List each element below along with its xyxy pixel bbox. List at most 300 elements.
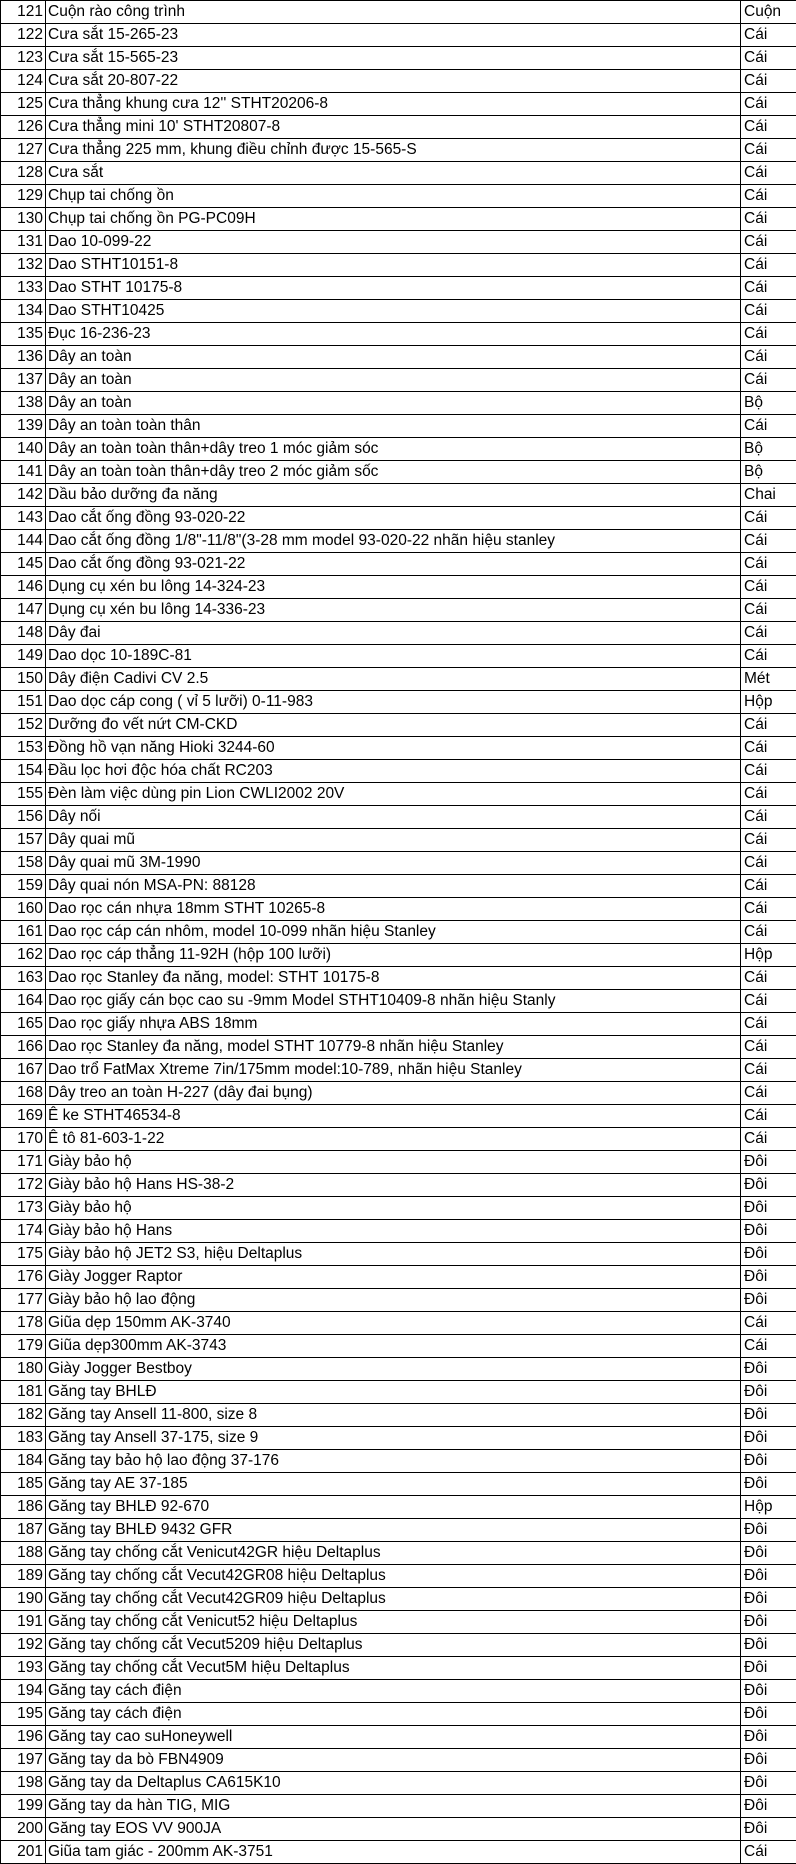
row-number-cell: 182: [1, 1404, 46, 1427]
row-number-cell: 154: [1, 760, 46, 783]
table-row: [1, 1174, 796, 1197]
unit-cell: Cái: [741, 24, 796, 47]
table-row: [1, 1726, 796, 1749]
item-name-cell: Găng tay BHLĐ: [46, 1381, 741, 1404]
item-name-cell: Dao 10-099-22: [46, 231, 741, 254]
item-name-cell: Giũa dẹp300mm AK-3743: [46, 1335, 741, 1358]
row-number-cell: 162: [1, 944, 46, 967]
unit-cell: Cái: [741, 783, 796, 806]
table-row: [1, 1197, 796, 1220]
item-name-cell: Giày Jogger Bestboy: [46, 1358, 741, 1381]
table-row: [1, 599, 796, 622]
item-name-cell: Dao rọc cán nhựa 18mm STHT 10265-8: [46, 898, 741, 921]
table-row: [1, 1151, 796, 1174]
unit-cell: Đôi: [741, 1266, 796, 1289]
table-row: [1, 392, 796, 415]
unit-cell: Đôi: [741, 1151, 796, 1174]
unit-cell: Cái: [741, 323, 796, 346]
item-name-cell: Dao rọc cáp cán nhôm, model 10-099 nhãn hiệu Stanley: [46, 921, 741, 944]
unit-cell: Cái: [741, 47, 796, 70]
item-name-cell: Đục 16-236-23: [46, 323, 741, 346]
table-row: [1, 24, 796, 47]
table-row: [1, 139, 796, 162]
item-name-cell: Găng tay chống cắt Vecut42GR08 hiệu Deltaplus: [46, 1565, 741, 1588]
unit-cell: Cái: [741, 714, 796, 737]
unit-cell: Cái: [741, 1335, 796, 1358]
row-number-cell: 195: [1, 1703, 46, 1726]
row-number-cell: 200: [1, 1818, 46, 1841]
item-name-cell: Dây quai mũ 3M-1990: [46, 852, 741, 875]
item-name-cell: Giũa dẹp 150mm AK-3740: [46, 1312, 741, 1335]
unit-cell: Cái: [741, 760, 796, 783]
item-name-cell: Dây quai nón MSA-PN: 88128: [46, 875, 741, 898]
row-number-cell: 125: [1, 93, 46, 116]
table-row: [1, 1059, 796, 1082]
table-row: [1, 1427, 796, 1450]
unit-cell: Cái: [741, 967, 796, 990]
table-row: [1, 1358, 796, 1381]
table-row: [1, 852, 796, 875]
row-number-cell: 188: [1, 1542, 46, 1565]
table-row: [1, 990, 796, 1013]
item-name-cell: Găng tay bảo hộ lao động 37-176: [46, 1450, 741, 1473]
unit-cell: Cái: [741, 1082, 796, 1105]
table-row: [1, 116, 796, 139]
item-name-cell: Giày Jogger Raptor: [46, 1266, 741, 1289]
row-number-cell: 172: [1, 1174, 46, 1197]
unit-cell: Cái: [741, 369, 796, 392]
unit-cell: Đôi: [741, 1289, 796, 1312]
table-row: [1, 1473, 796, 1496]
table-row: [1, 185, 796, 208]
item-name-cell: Giũa tam giác - 200mm AK-3751: [46, 1841, 741, 1864]
unit-cell: Đôi: [741, 1772, 796, 1795]
item-name-cell: Giày bảo hộ: [46, 1151, 741, 1174]
table-row: [1, 1289, 796, 1312]
item-name-cell: Chụp tai chống ồn PG-PC09H: [46, 208, 741, 231]
unit-cell: Đôi: [741, 1473, 796, 1496]
table-row: [1, 1818, 796, 1841]
table-row: [1, 507, 796, 530]
unit-cell: Cái: [741, 898, 796, 921]
item-name-cell: Đồng hồ vạn năng Hioki 3244-60: [46, 737, 741, 760]
item-name-cell: Dao dọc cáp cong ( vỉ 5 lưỡi) 0-11-983: [46, 691, 741, 714]
table-row: [1, 622, 796, 645]
item-name-cell: Đèn làm việc dùng pin Lion CWLI2002 20V: [46, 783, 741, 806]
row-number-cell: 169: [1, 1105, 46, 1128]
table-row: [1, 1, 796, 24]
table-row: [1, 1312, 796, 1335]
unit-cell: Đôi: [741, 1174, 796, 1197]
item-name-cell: Giày bảo hộ Hans: [46, 1220, 741, 1243]
item-name-cell: Dây treo an toàn H-227 (dây đai bụng): [46, 1082, 741, 1105]
table-row: [1, 1381, 796, 1404]
table-row: [1, 1542, 796, 1565]
table-row: [1, 1013, 796, 1036]
table-row: [1, 1082, 796, 1105]
row-number-cell: 140: [1, 438, 46, 461]
unit-cell: Cái: [741, 300, 796, 323]
table-row: [1, 1749, 796, 1772]
table-row: [1, 208, 796, 231]
row-number-cell: 176: [1, 1266, 46, 1289]
item-name-cell: Dao rọc cáp thẳng 11-92H (hộp 100 lưỡi): [46, 944, 741, 967]
unit-cell: Cái: [741, 70, 796, 93]
unit-cell: Mét: [741, 668, 796, 691]
item-name-cell: Găng tay BHLĐ 92-670: [46, 1496, 741, 1519]
item-name-cell: Dao rọc Stanley đa năng, model: STHT 10175-8: [46, 967, 741, 990]
table-row: [1, 921, 796, 944]
row-number-cell: 150: [1, 668, 46, 691]
unit-cell: Đôi: [741, 1197, 796, 1220]
row-number-cell: 153: [1, 737, 46, 760]
row-number-cell: 122: [1, 24, 46, 47]
unit-cell: Cái: [741, 806, 796, 829]
row-number-cell: 132: [1, 254, 46, 277]
unit-cell: Cái: [741, 737, 796, 760]
table-row: [1, 898, 796, 921]
item-name-cell: Găng tay chống cắt Vecut5209 hiệu Deltaplus: [46, 1634, 741, 1657]
table-row: [1, 70, 796, 93]
unit-cell: Cái: [741, 530, 796, 553]
table-row: [1, 875, 796, 898]
table-row: [1, 1634, 796, 1657]
item-name-cell: Dây an toàn: [46, 346, 741, 369]
row-number-cell: 167: [1, 1059, 46, 1082]
row-number-cell: 136: [1, 346, 46, 369]
item-name-cell: Găng tay Ansell 11-800, size 8: [46, 1404, 741, 1427]
item-name-cell: Dao trổ FatMax Xtreme 7in/175mm model:10-789, nhãn hiệu Stanley: [46, 1059, 741, 1082]
unit-cell: Cái: [741, 346, 796, 369]
row-number-cell: 127: [1, 139, 46, 162]
item-name-cell: Găng tay da Deltaplus CA615K10: [46, 1772, 741, 1795]
row-number-cell: 124: [1, 70, 46, 93]
table-row: [1, 369, 796, 392]
item-name-cell: Găng tay cao suHoneywell: [46, 1726, 741, 1749]
table-row: [1, 1657, 796, 1680]
row-number-cell: 166: [1, 1036, 46, 1059]
unit-cell: Đôi: [741, 1818, 796, 1841]
item-name-cell: Cuộn rào công trình: [46, 1, 741, 24]
row-number-cell: 164: [1, 990, 46, 1013]
row-number-cell: 163: [1, 967, 46, 990]
row-number-cell: 123: [1, 47, 46, 70]
row-number-cell: 181: [1, 1381, 46, 1404]
row-number-cell: 171: [1, 1151, 46, 1174]
table-row: [1, 1128, 796, 1151]
table-row: [1, 806, 796, 829]
unit-cell: Cái: [741, 277, 796, 300]
row-number-cell: 180: [1, 1358, 46, 1381]
row-number-cell: 147: [1, 599, 46, 622]
item-name-cell: Dây đai: [46, 622, 741, 645]
table-row: [1, 944, 796, 967]
table-row: [1, 1404, 796, 1427]
unit-cell: Cái: [741, 1128, 796, 1151]
table-row: [1, 1036, 796, 1059]
item-name-cell: Dây an toàn toàn thân+dây treo 2 móc giảm sốc: [46, 461, 741, 484]
row-number-cell: 145: [1, 553, 46, 576]
table-row: [1, 1519, 796, 1542]
unit-cell: Đôi: [741, 1381, 796, 1404]
item-name-cell: Giày bảo hộ Hans HS-38-2: [46, 1174, 741, 1197]
unit-cell: Cái: [741, 875, 796, 898]
unit-cell: Cái: [741, 116, 796, 139]
table-row: [1, 1703, 796, 1726]
unit-cell: Bộ: [741, 392, 796, 415]
item-name-cell: Găng tay AE 37-185: [46, 1473, 741, 1496]
unit-cell: Đôi: [741, 1657, 796, 1680]
unit-cell: Bộ: [741, 438, 796, 461]
row-number-cell: 201: [1, 1841, 46, 1864]
unit-cell: Cái: [741, 415, 796, 438]
item-name-cell: Dao cắt ống đồng 93-020-22: [46, 507, 741, 530]
item-name-cell: Giày bảo hộ lao động: [46, 1289, 741, 1312]
unit-cell: Cái: [741, 553, 796, 576]
item-name-cell: Găng tay da hàn TIG, MIG: [46, 1795, 741, 1818]
table-row: [1, 737, 796, 760]
row-number-cell: 151: [1, 691, 46, 714]
row-number-cell: 158: [1, 852, 46, 875]
table-row: [1, 967, 796, 990]
row-number-cell: 131: [1, 231, 46, 254]
table-row: [1, 829, 796, 852]
row-number-cell: 179: [1, 1335, 46, 1358]
unit-cell: Hộp: [741, 691, 796, 714]
row-number-cell: 161: [1, 921, 46, 944]
unit-cell: Cái: [741, 921, 796, 944]
table-row: [1, 300, 796, 323]
item-name-cell: Dây điện Cadivi CV 2.5: [46, 668, 741, 691]
item-table-body: [1, 1, 796, 1864]
table-row: [1, 1795, 796, 1818]
table-row: [1, 346, 796, 369]
table-row: [1, 1565, 796, 1588]
row-number-cell: 186: [1, 1496, 46, 1519]
unit-cell: Đôi: [741, 1565, 796, 1588]
unit-cell: Cái: [741, 185, 796, 208]
unit-cell: Cái: [741, 208, 796, 231]
unit-cell: Bộ: [741, 461, 796, 484]
item-name-cell: Dụng cụ xén bu lông 14-336-23: [46, 599, 741, 622]
item-name-cell: Dao rọc giấy cán bọc cao su -9mm Model STHT10409-8 nhãn hiệu Stanly: [46, 990, 741, 1013]
row-number-cell: 197: [1, 1749, 46, 1772]
table-row: [1, 576, 796, 599]
row-number-cell: 159: [1, 875, 46, 898]
item-name-cell: Dao dọc 10-189C-81: [46, 645, 741, 668]
item-name-cell: Dưỡng đo vết nứt CM-CKD: [46, 714, 741, 737]
item-name-cell: Cưa thẳng 225 mm, khung điều chỉnh được 15-565-S: [46, 139, 741, 162]
table-row: [1, 1220, 796, 1243]
row-number-cell: 146: [1, 576, 46, 599]
row-number-cell: 168: [1, 1082, 46, 1105]
item-name-cell: Ê tô 81-603-1-22: [46, 1128, 741, 1151]
item-name-cell: Dây an toàn: [46, 369, 741, 392]
row-number-cell: 157: [1, 829, 46, 852]
unit-cell: Cái: [741, 829, 796, 852]
row-number-cell: 149: [1, 645, 46, 668]
table-row: [1, 484, 796, 507]
table-row: [1, 47, 796, 70]
unit-cell: Đôi: [741, 1427, 796, 1450]
item-name-cell: Chụp tai chống ồn: [46, 185, 741, 208]
table-row: [1, 668, 796, 691]
row-number-cell: 121: [1, 1, 46, 24]
table-row: [1, 783, 796, 806]
item-name-cell: Dây nối: [46, 806, 741, 829]
row-number-cell: 128: [1, 162, 46, 185]
unit-cell: Đôi: [741, 1795, 796, 1818]
unit-cell: Đôi: [741, 1680, 796, 1703]
unit-cell: Đôi: [741, 1450, 796, 1473]
unit-cell: Cái: [741, 1059, 796, 1082]
table-row: [1, 1611, 796, 1634]
row-number-cell: 138: [1, 392, 46, 415]
item-name-cell: Găng tay EOS VV 900JA: [46, 1818, 741, 1841]
item-name-cell: Cưa sắt: [46, 162, 741, 185]
unit-cell: Đôi: [741, 1243, 796, 1266]
item-name-cell: Dây an toàn toàn thân: [46, 415, 741, 438]
item-name-cell: Cưa thẳng khung cưa 12'' STHT20206-8: [46, 93, 741, 116]
item-name-cell: Dụng cụ xén bu lông 14-324-23: [46, 576, 741, 599]
unit-cell: Đôi: [741, 1634, 796, 1657]
unit-cell: Cái: [741, 990, 796, 1013]
item-name-cell: Dầu bảo dưỡng đa năng: [46, 484, 741, 507]
item-name-cell: Găng tay BHLĐ 9432 GFR: [46, 1519, 741, 1542]
item-name-cell: Dao cắt ống đồng 93-021-22: [46, 553, 741, 576]
row-number-cell: 137: [1, 369, 46, 392]
unit-cell: Cái: [741, 852, 796, 875]
unit-cell: Cái: [741, 139, 796, 162]
item-name-cell: Dây an toàn toàn thân+dây treo 1 móc giảm sóc: [46, 438, 741, 461]
row-number-cell: 165: [1, 1013, 46, 1036]
item-name-cell: Cưa sắt 15-565-23: [46, 47, 741, 70]
table-row: [1, 438, 796, 461]
item-name-cell: Găng tay chống cắt Venicut42GR hiệu Deltaplus: [46, 1542, 741, 1565]
unit-cell: Hộp: [741, 944, 796, 967]
unit-cell: Đôi: [741, 1404, 796, 1427]
unit-cell: Cái: [741, 1105, 796, 1128]
row-number-cell: 143: [1, 507, 46, 530]
unit-cell: Hộp: [741, 1496, 796, 1519]
item-name-cell: Dao STHT10425: [46, 300, 741, 323]
table-row: [1, 1680, 796, 1703]
row-number-cell: 189: [1, 1565, 46, 1588]
item-name-cell: Găng tay chống cắt Vecut5M hiệu Deltaplus: [46, 1657, 741, 1680]
row-number-cell: 155: [1, 783, 46, 806]
row-number-cell: 177: [1, 1289, 46, 1312]
unit-cell: Đôi: [741, 1726, 796, 1749]
unit-cell: Cái: [741, 231, 796, 254]
row-number-cell: 198: [1, 1772, 46, 1795]
table-row: [1, 1450, 796, 1473]
row-number-cell: 191: [1, 1611, 46, 1634]
unit-cell: Đôi: [741, 1519, 796, 1542]
item-name-cell: Găng tay chống cắt Vecut42GR09 hiệu Deltaplus: [46, 1588, 741, 1611]
row-number-cell: 139: [1, 415, 46, 438]
unit-cell: Cuộn: [741, 1, 796, 24]
row-number-cell: 135: [1, 323, 46, 346]
item-name-cell: Dao STHT 10175-8: [46, 277, 741, 300]
item-name-cell: Găng tay cách điện: [46, 1680, 741, 1703]
unit-cell: Cái: [741, 622, 796, 645]
table-row: [1, 691, 796, 714]
row-number-cell: 170: [1, 1128, 46, 1151]
unit-cell: Cái: [741, 1013, 796, 1036]
table-row: [1, 1335, 796, 1358]
unit-cell: Đôi: [741, 1542, 796, 1565]
row-number-cell: 196: [1, 1726, 46, 1749]
item-name-cell: Đầu lọc hơi độc hóa chất RC203: [46, 760, 741, 783]
row-number-cell: 193: [1, 1657, 46, 1680]
table-row: [1, 461, 796, 484]
item-name-cell: Găng tay Ansell 37-175, size 9: [46, 1427, 741, 1450]
row-number-cell: 141: [1, 461, 46, 484]
item-name-cell: Giày bảo hộ: [46, 1197, 741, 1220]
row-number-cell: 126: [1, 116, 46, 139]
row-number-cell: 148: [1, 622, 46, 645]
row-number-cell: 174: [1, 1220, 46, 1243]
unit-cell: Cái: [741, 254, 796, 277]
table-row: [1, 415, 796, 438]
item-name-cell: Găng tay cách điện: [46, 1703, 741, 1726]
row-number-cell: 133: [1, 277, 46, 300]
unit-cell: Cái: [741, 599, 796, 622]
row-number-cell: 160: [1, 898, 46, 921]
table-row: [1, 760, 796, 783]
item-name-cell: Dây quai mũ: [46, 829, 741, 852]
item-name-cell: Găng tay da bò FBN4909: [46, 1749, 741, 1772]
table-row: [1, 714, 796, 737]
row-number-cell: 178: [1, 1312, 46, 1335]
item-name-cell: Dao rọc giấy nhựa ABS 18mm: [46, 1013, 741, 1036]
table-row: [1, 645, 796, 668]
table-row: [1, 1243, 796, 1266]
row-number-cell: 183: [1, 1427, 46, 1450]
row-number-cell: 142: [1, 484, 46, 507]
unit-cell: Đôi: [741, 1749, 796, 1772]
table-row: [1, 530, 796, 553]
item-name-cell: Cưa sắt 15-265-23: [46, 24, 741, 47]
table-row: [1, 1772, 796, 1795]
row-number-cell: 144: [1, 530, 46, 553]
unit-cell: Cái: [741, 507, 796, 530]
unit-cell: Cái: [741, 93, 796, 116]
table-row: [1, 1588, 796, 1611]
table-row: [1, 1496, 796, 1519]
unit-cell: Cái: [741, 1036, 796, 1059]
table-row: [1, 254, 796, 277]
row-number-cell: 156: [1, 806, 46, 829]
table-row: [1, 1841, 796, 1864]
row-number-cell: 187: [1, 1519, 46, 1542]
table-row: [1, 231, 796, 254]
unit-cell: Đôi: [741, 1358, 796, 1381]
item-name-cell: Găng tay chống cắt Venicut52 hiệu Deltaplus: [46, 1611, 741, 1634]
item-name-cell: Dao cắt ống đồng 1/8"-11/8"(3-28 mm model 93-020-22 nhãn hiệu stanley: [46, 530, 741, 553]
row-number-cell: 175: [1, 1243, 46, 1266]
table-row: [1, 323, 796, 346]
row-number-cell: 185: [1, 1473, 46, 1496]
unit-cell: Cái: [741, 576, 796, 599]
item-name-cell: Dao STHT10151-8: [46, 254, 741, 277]
unit-cell: Cái: [741, 162, 796, 185]
unit-cell: Đôi: [741, 1703, 796, 1726]
table-row: [1, 277, 796, 300]
row-number-cell: 129: [1, 185, 46, 208]
unit-cell: Đôi: [741, 1220, 796, 1243]
unit-cell: Chai: [741, 484, 796, 507]
